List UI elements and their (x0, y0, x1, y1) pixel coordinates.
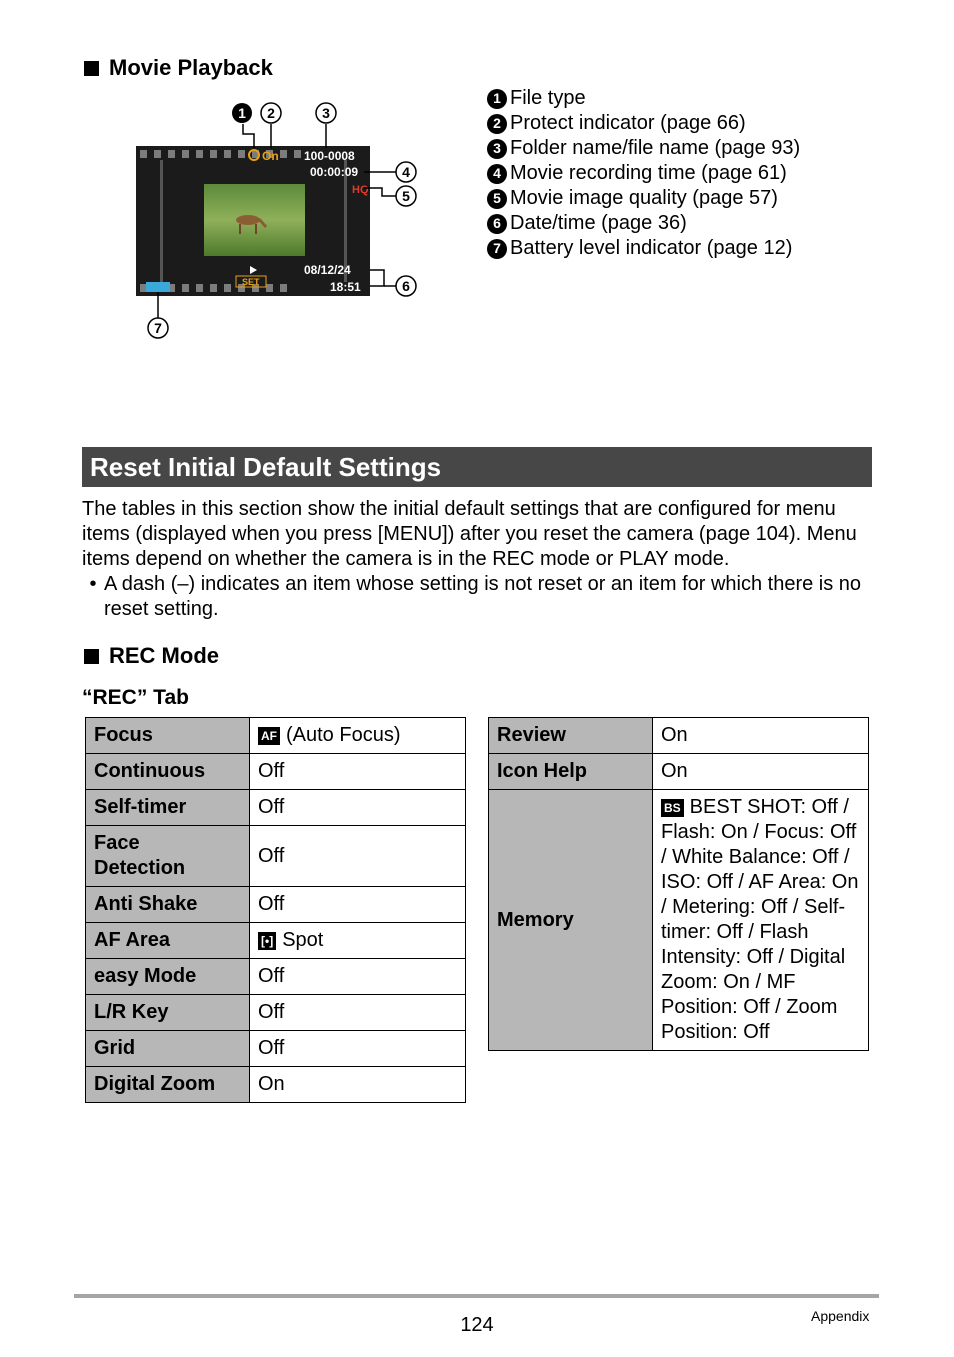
setting-key: easy Mode (86, 959, 250, 995)
table-row (86, 995, 466, 1031)
setting-key: Focus (86, 718, 250, 754)
best-shot-icon: BS (661, 799, 684, 817)
setting-value: Off (250, 959, 466, 995)
setting-value: Off (250, 1031, 466, 1067)
folder-file-readout: 100-0008 (304, 149, 355, 163)
bullet-dot-icon: • (89, 573, 97, 595)
table-row (489, 790, 869, 1051)
setting-value: AF (Auto Focus) (250, 718, 466, 754)
rec-time-readout: 00:00:09 (310, 165, 359, 179)
svg-text:1: 1 (238, 105, 246, 121)
legend-item: 3 Folder name/file name (page 93) (487, 136, 800, 161)
note-text: A dash (–) indicates an item whose setting is not reset or an item for which there is no reset setting. (104, 573, 862, 620)
intro-paragraph: The tables in this section show the initial default settings that are configured for menu items (displayed when you press [MENU]) after you reset the camera (page 104). Menu items depend on whether the camera is in the REC mode or PLAY mode. (82, 498, 857, 570)
setting-key: Continuous (86, 754, 250, 790)
movie-playback-heading: Movie Playback (84, 55, 273, 81)
setting-key: AF Area (86, 923, 250, 959)
rec-tab-table-left (85, 717, 466, 1103)
table-row (489, 718, 869, 754)
rec-tab-table-right (488, 717, 869, 1051)
svg-text:6: 6 (402, 278, 410, 294)
table-row (86, 718, 466, 754)
setting-key: Self-timer (86, 790, 250, 826)
legend-item: 5 Movie image quality (page 57) (487, 186, 800, 211)
setting-key: Memory (489, 790, 653, 1051)
legend-item: 2 Protect indicator (page 66) (487, 111, 800, 136)
table-row (86, 1067, 466, 1103)
af-icon: AF (258, 727, 280, 745)
setting-key: Review (489, 718, 653, 754)
setting-value: On (250, 1067, 466, 1103)
setting-key: Anti Shake (86, 887, 250, 923)
square-bullet-icon (84, 61, 99, 76)
intro-text (82, 497, 882, 622)
setting-value: Off (250, 826, 466, 887)
callout-legend (487, 86, 800, 261)
footer-rule (74, 1294, 879, 1298)
legend-item: 1 File type (487, 86, 800, 111)
callout-2 (261, 103, 281, 123)
legend-item: 7 Battery level indicator (page 12) (487, 236, 800, 261)
page-number: 124 (460, 1314, 494, 1336)
spot-af-icon: [•] (258, 932, 276, 950)
setting-key: Icon Help (489, 754, 653, 790)
setting-key: Grid (86, 1031, 250, 1067)
callout-5 (396, 186, 416, 206)
table-row (86, 826, 466, 887)
setting-value: Off (250, 754, 466, 790)
setting-value: Off (250, 995, 466, 1031)
svg-text:3: 3 (322, 105, 330, 121)
table-row (489, 754, 869, 790)
footer-section-label: Appendix (811, 1308, 870, 1324)
rec-tab-title: “REC” Tab (82, 686, 189, 709)
callout-3 (316, 103, 336, 123)
table-row (86, 959, 466, 995)
square-bullet-icon (84, 649, 99, 664)
callout-4 (396, 162, 416, 182)
svg-text:4: 4 (402, 164, 410, 180)
date-readout: 08/12/24 (304, 263, 351, 277)
setting-key: Digital Zoom (86, 1067, 250, 1103)
setting-value: [•] Spot (250, 923, 466, 959)
legend-item: 6 Date/time (page 36) (487, 211, 800, 236)
setting-value: BS BEST SHOT: Off / Flash: On / Focus: Off / White Balance: Off / ISO: Off / AF Area: On / Metering: Off / Self-timer: Off / Flash Intensity: Off / Digital Zoom: On / MF Position: Off / Zoom Position: Off (653, 790, 869, 1051)
note-bullet (82, 572, 882, 622)
table-row (86, 790, 466, 826)
rec-mode-heading: REC Mode (84, 643, 219, 669)
time-readout: 18:51 (330, 280, 361, 294)
set-label: SET (242, 277, 260, 287)
setting-value: On (653, 754, 869, 790)
callout-1 (232, 103, 252, 123)
table-row (86, 754, 466, 790)
protect-key-icon: On (262, 149, 279, 163)
table-row (86, 923, 466, 959)
legend-item: 4 Movie recording time (page 61) (487, 161, 800, 186)
quality-readout: HQ (352, 184, 369, 196)
setting-key: Face Detection (86, 826, 250, 887)
svg-text:7: 7 (154, 320, 162, 336)
setting-value: Off (250, 887, 466, 923)
section-banner: Reset Initial Default Settings (82, 447, 872, 487)
battery-icon (146, 282, 170, 292)
setting-value: Off (250, 790, 466, 826)
callout-7 (148, 318, 168, 338)
playback-screen-illustration (130, 96, 420, 346)
setting-key: L/R Key (86, 995, 250, 1031)
table-row (86, 887, 466, 923)
table-row (86, 1031, 466, 1067)
callout-6 (396, 276, 416, 296)
svg-text:2: 2 (267, 105, 275, 121)
setting-value: On (653, 718, 869, 754)
svg-text:5: 5 (402, 188, 410, 204)
